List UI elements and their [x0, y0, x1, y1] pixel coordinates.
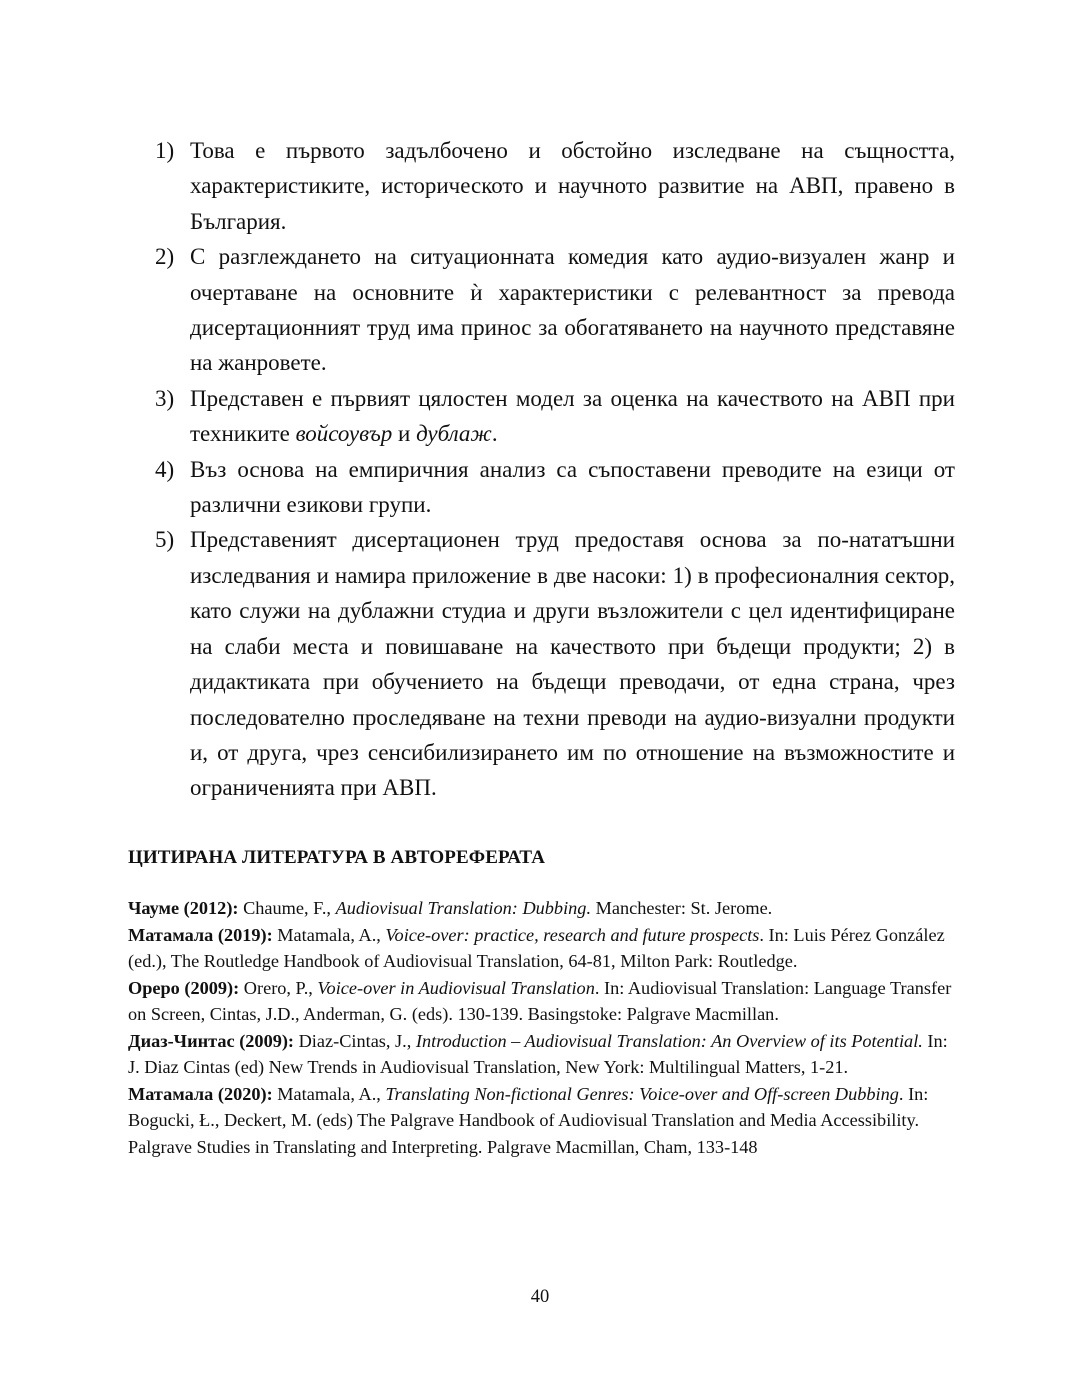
reference-label: Диаз-Чинтас (2009): — [128, 1030, 295, 1051]
references-heading: ЦИТИРАНА ЛИТЕРАТУРА В АВТОРЕФЕРАТА — [128, 847, 546, 868]
contribution-item — [155, 133, 955, 239]
reference-label: Чауме (2012): — [128, 898, 239, 918]
term-dubbing: дублаж — [416, 421, 492, 447]
contributions-list — [155, 133, 955, 806]
reference-title: Voice-over: practice, research and future prospects — [385, 924, 760, 945]
contribution-text: С разглеждането на ситуационната комедия като аудио-визуален жанр и очертаване на основните ѝ характеристики с релевантност за превода дисертационният труд има принос за обогатяването на научното представяне на жанровете. — [190, 244, 955, 376]
contribution-number: 1) — [155, 138, 175, 163]
reference-title: Introduction – Audiovisual Translation: An Overview of its Potential. — [415, 1030, 923, 1051]
reference-entry: Диаз-Чинтас (2009): Diaz-Cintas, J., Introduction – Audiovisual Translation: An Overview of its Potential. In: J. Diaz Cintas (ed) New Trends in Audiovisual Translation, New York: Multilingual Matters, 1-21. — [128, 1030, 948, 1077]
contribution-item — [155, 381, 955, 452]
reference-entry: Матамала (2019): Matamala, A., Voice-over: practice, research and future prospects. In: Luis Pérez González (ed.), The Routledge Handbook of Audiovisual Translation, 64-81, Milton Park: Routledge. — [128, 924, 945, 971]
contribution-number: 2) — [155, 244, 175, 270]
contribution-text: Представен е първият цялостен модел за оценка на качеството на АВП при техниките войсоувър и дублаж. — [190, 385, 955, 447]
reference-label: Матамала (2019): — [128, 924, 273, 945]
reference-title: Translating Non-fictional Genres: Voice-over and Off-screen Dubbing — [385, 1083, 899, 1104]
contribution-number: 5) — [155, 527, 175, 553]
contribution-text: Това е първото задълбочено и обстойно изследване на същността, характеристиките, историческото и научното развитие на АВП, правено в България. — [190, 138, 955, 234]
contribution-number: 4) — [155, 456, 175, 482]
reference-label: Матамала (2020): — [128, 1083, 273, 1104]
contribution-text: Въз основа на емпиричния анализ са съпоставени преводите на езици от различни езикови групи. — [190, 456, 955, 518]
reference-entry: Матамала (2020): Matamala, A., Translating Non-fictional Genres: Voice-over and Off-screen Dubbing. In: Bogucki, Ł., Deckert, M. (eds) The Palgrave Handbook of Audiovisual Translation and Media Accessibility. Palgrave Studies in Translating and Interpreting. Palgrave Macmillan, Cham, 133-148 — [128, 1083, 929, 1157]
contribution-number: 3) — [155, 385, 175, 411]
contribution-item — [155, 452, 955, 523]
contribution-item — [155, 522, 955, 805]
reference-title: Voice-over in Audiovisual Translation — [317, 977, 595, 998]
reference-title: Audiovisual Translation: Dubbing. — [335, 898, 592, 918]
reference-label: Ореро (2009): — [128, 977, 240, 998]
contribution-item — [155, 239, 955, 381]
page-number: 40 — [530, 1287, 550, 1307]
contribution-text: Представеният дисертационен труд предоставя основа за по-нататъшни изследвания и намира приложение в две насоки: 1) в професионалния сектор, като служи на дублажни студиа и други възложители с цел идентифициране на слаби места и повишаване на качеството при бъдещи продукти; 2) в дидактиката при обучението на бъдещи преводачи, от една страна, чрез последователно проследяване на техни преводи на аудио-визуални продукти и, от друга, чрез сенсибилизирането им по отношение на възможностите и ограниченията при АВП. — [190, 527, 955, 801]
term-voiceover: войсоувър — [295, 421, 393, 447]
reference-entry: Ореро (2009): Orero, P., Voice-over in Audiovisual Translation. In: Audiovisual Translation: Language Transfer on Screen, Cintas, J.D., Anderman, G. (eds). 130-139. Basingstoke: Palgrave Macmillan. — [128, 977, 952, 1024]
references-list — [128, 895, 954, 1160]
reference-entry: Чауме (2012): Chaume, F., Audiovisual Translation: Dubbing. Manchester: St. Jerome. — [128, 898, 773, 918]
